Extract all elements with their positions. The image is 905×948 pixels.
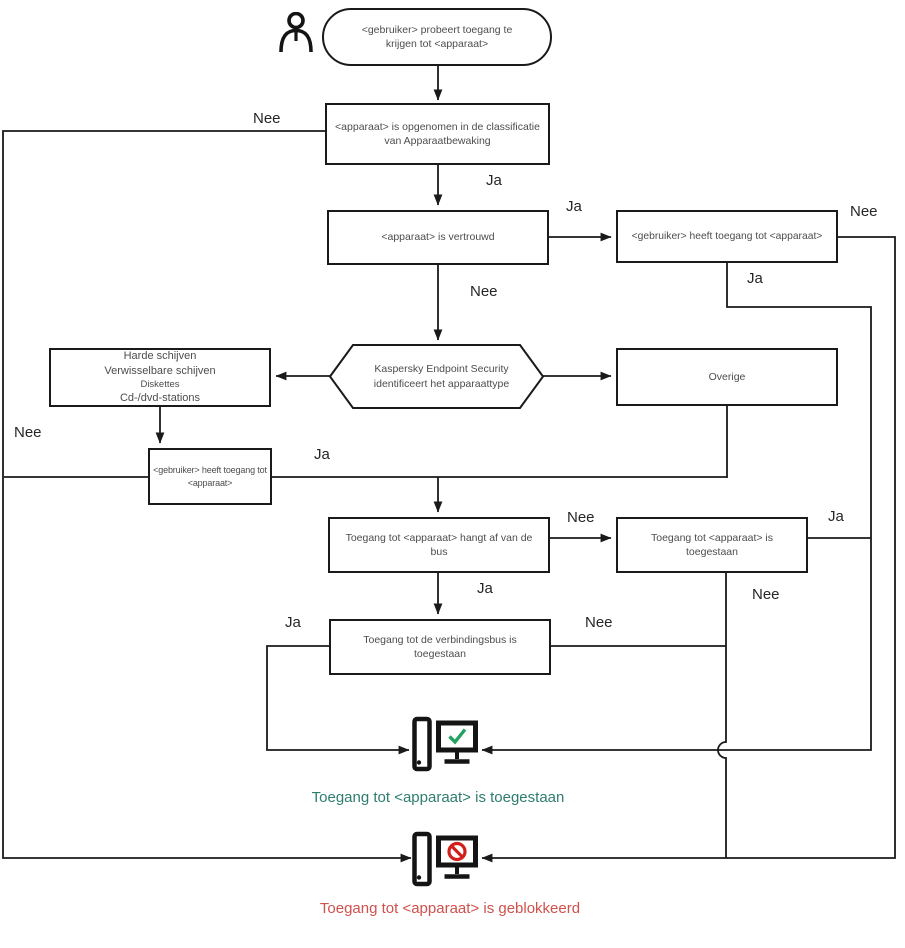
- text-line: Kaspersky Endpoint Security: [374, 363, 509, 376]
- node-classification: [325, 103, 550, 165]
- node-device-types: [49, 348, 271, 407]
- text-line: van Apparaatbewaking: [384, 135, 491, 147]
- node-trusted: [327, 210, 549, 265]
- edge-label-nee: Nee: [567, 509, 595, 526]
- edge-label-nee: Nee: [253, 110, 281, 127]
- text-line: Toegang tot de verbindingsbus is: [363, 633, 517, 646]
- edge-label-ja: Ja: [828, 508, 844, 525]
- prohibition-sign: [449, 844, 465, 860]
- node-other: [616, 348, 838, 406]
- edge-label-nee: Nee: [585, 614, 613, 631]
- edge-label-nee: Nee: [14, 424, 42, 441]
- text-line: Diskettes: [140, 378, 180, 390]
- person-icon: [279, 12, 313, 52]
- edge-label-ja: Ja: [566, 198, 582, 215]
- node-user-access-top: [616, 210, 838, 263]
- edge-label-nee: Nee: [850, 203, 878, 220]
- edge-accessallowed-nee-to-blocked: [718, 573, 726, 858]
- edge-label-ja: Ja: [477, 580, 493, 597]
- text-line: <apparaat> is opgenomen in de classificatie: [335, 120, 540, 133]
- edge-useraccess-top-ja-to-allowed: [482, 263, 871, 750]
- text-line: Verwisselbare schijven: [104, 364, 216, 377]
- tower-led: [417, 875, 421, 879]
- text-line: <gebruiker> heeft toegang tot: [153, 465, 267, 476]
- computer-check-icon: [412, 716, 478, 776]
- text-line: toegestaan: [414, 648, 466, 660]
- node-access-allowed: [616, 517, 808, 573]
- check-mark: [450, 730, 466, 743]
- edge-label-nee: Nee: [752, 586, 780, 603]
- text-line: Cd-/dvd-stations: [119, 392, 201, 405]
- node-identify-device-type: [343, 347, 540, 406]
- text-line: bus: [430, 546, 448, 558]
- edge-label-ja: Ja: [314, 446, 330, 463]
- text-line: krijgen tot <apparaat>: [385, 38, 489, 50]
- edge-label-ja: Ja: [747, 270, 763, 287]
- text-line: Toegang tot <apparaat> is: [650, 531, 773, 544]
- result-allowed-text: Toegang tot <apparaat> is toegestaan: [311, 789, 565, 806]
- node-bus-access-allowed: [329, 619, 551, 675]
- result-blocked-text: Toegang tot <apparaat> is geblokkeerd: [319, 900, 581, 917]
- text-line: Overige: [708, 370, 746, 383]
- text-line: <apparaat>: [187, 477, 233, 488]
- tower-led: [417, 760, 421, 764]
- text-line: Harde schijven: [123, 350, 197, 363]
- text-line: <gebruiker> probeert toegang te: [361, 23, 513, 36]
- text-line: <apparaat> is vertrouwd: [381, 231, 495, 244]
- edge-label-ja: Ja: [486, 172, 502, 189]
- node-start: [322, 8, 552, 66]
- text-line: Toegang tot <apparaat> hangt af van de: [345, 531, 533, 544]
- node-bus-depends: [328, 517, 550, 573]
- node-user-access-left: [148, 448, 272, 505]
- edge-label-ja: Ja: [285, 614, 301, 631]
- text-line: toegestaan: [686, 546, 738, 558]
- text-line: <gebruiker> heeft toegang tot <apparaat>: [631, 230, 823, 242]
- edge-label-nee: Nee: [470, 283, 498, 300]
- text-line: identificeert het apparaattype: [373, 377, 510, 390]
- computer-blocked-icon: [412, 831, 478, 891]
